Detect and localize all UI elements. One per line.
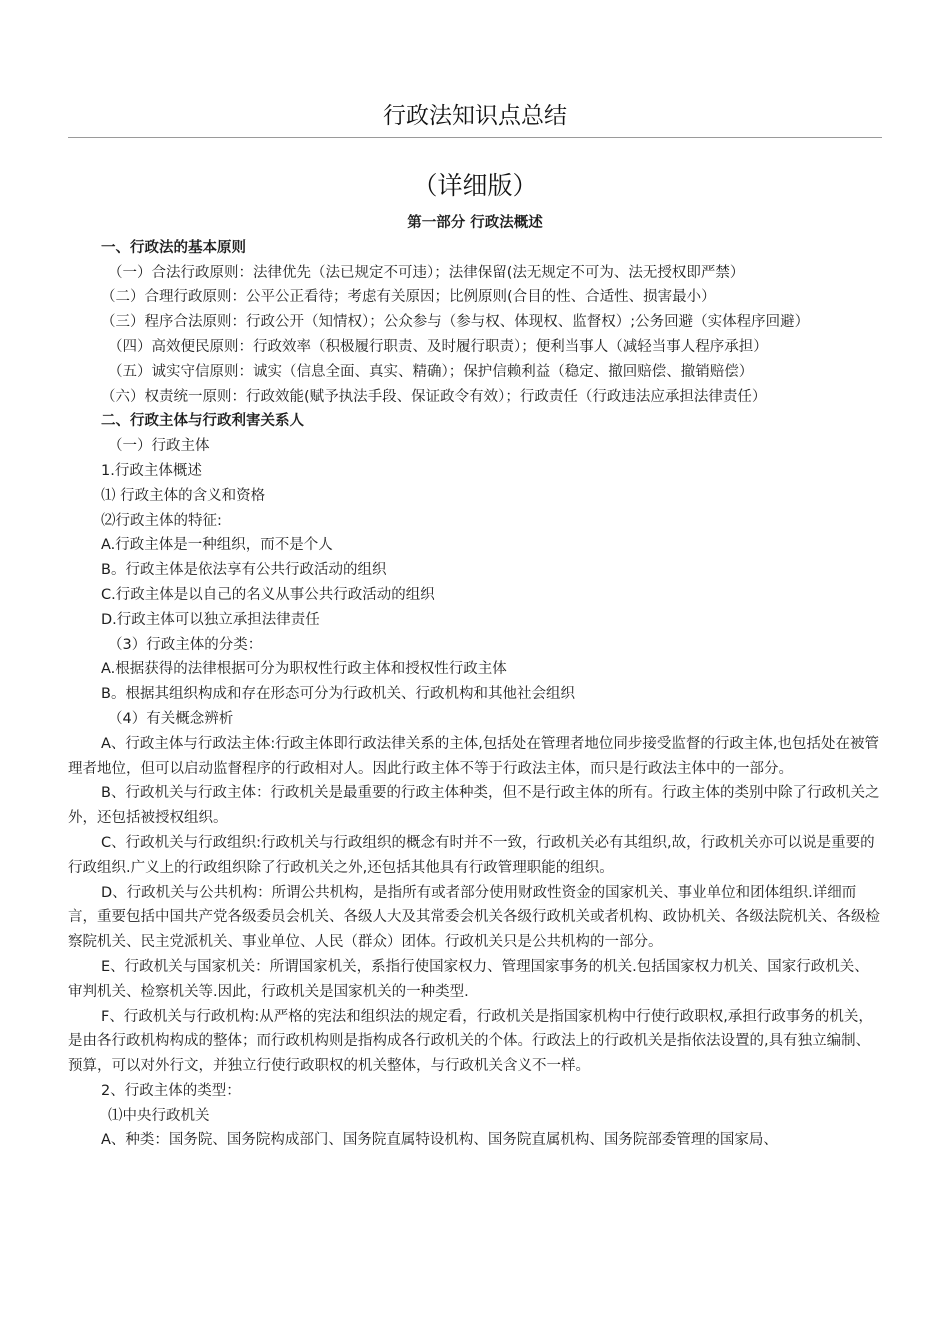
paragraph: （3）行政主体的分类： [108,636,263,653]
paragraph: （一）行政主体 [108,438,210,455]
paragraph: （一）合法行政原则：法律优先（法已规定不可违）；法律保留(法无规定不可为、法无授权即严禁） [108,264,745,281]
paragraph: F、行政机关与行政机构:从严格的宪法和组织法的规定看，行政机关是指国家机构中行使行政职权,承担行政事务的机关，是由各行政机构构成的整体；而行政机构则是指构成各行政机关的个体。行政法上的行政机关是指依法设置的,具有独立编制、预算，可以对外行文，并独立行使行政职权的机关整体，与行政机关含义不一样。 [68,1008,873,1075]
title-divider [68,137,882,138]
paragraph: ⑴中央行政机关 [108,1107,210,1124]
document-title: 行政法知识点总结 [383,103,567,129]
paragraph: B、行政机关与行政主体：行政机关是最重要的行政主体种类，但不是行政主体的所有。行政主体的类别中除了行政机关之外，还包括被授权组织。 [68,785,880,827]
paragraph: ⑵行政主体的特征: [101,512,222,529]
part-heading: 第一部分 行政法概述 [407,215,543,231]
paragraph: D.行政主体可以独立承担法律责任 [101,611,320,628]
paragraph: B。根据其组织构成和存在形态可分为行政机关、行政机构和其他社会组织 [101,686,575,703]
document-body [68,211,882,1153]
paragraph: A.根据获得的法律根据可分为职权性行政主体和授权性行政主体 [101,661,507,678]
paragraph: ⑴ 行政主体的含义和资格 [101,487,266,504]
paragraph: C.行政主体是以自己的名义从事公共行政活动的组织 [101,586,435,603]
paragraph: 2、行政主体的类型： [101,1082,241,1099]
paragraph: 1.行政主体概述 [101,462,202,479]
paragraph: （五）诚实守信原则：诚实（信息全面、真实、精确）；保护信赖利益（稳定、撤回赔偿、撤销赔偿） [108,363,754,380]
paragraph: （六）权责统一原则：行政效能(赋予执法手段、保证政令有效）；行政责任（行政违法应承担法律责任） [101,388,767,405]
paragraph: A、行政主体与行政法主体:行政主体即行政法律关系的主体,包括处在管理者地位同步接受监督的行政主体,也包括处在被管理者地位，但可以启动监督程序的行政相对人。因此行政主体不等于行政法主体，而只是行政法主体中的一部分。 [68,735,880,777]
paragraph: （4）有关概念辨析 [108,710,234,727]
paragraph: D、行政机关与公共机构：所谓公共机构，是指所有或者部分使用财政性资金的国家机关、事业单位和团体组织.详细而言，重要包括中国共产党各级委员会机关、各级人大及其常委会机关各级行政机关或者机构、政协机关、各级法院机关、各级检察院机关、民主党派机关、事业单位、人民（群众）团体。行政机关只是公共机构的一部分。 [68,884,880,951]
paragraph: A、种类：国务院、国务院构成部门、国务院直属特设机构、国务院直属机构、国务院部委管理的国家局、 [101,1132,778,1149]
paragraph: E、行政机关与国家机关：所谓国家机关，系指行使国家权力、管理国家事务的机关.包括国家权力机关、国家行政机关、审判机关、检察机关等.因此，行政机关是国家机关的一种类型. [68,958,869,1000]
paragraph: （二）合理行政原则：公平公正看待；考虑有关原因；比例原则(合目的性、合适性、损害最小） [101,289,716,306]
paragraph: A.行政主体是一种组织，而不是个人 [101,537,333,554]
paragraph: 二、行政主体与行政利害关系人 [101,413,304,430]
paragraph: （四）高效便民原则：行政效率（积极履行职责、及时履行职责）；便利当事人（减轻当事人程序承担） [108,338,768,355]
document-subtitle: （详细版） [412,171,538,200]
paragraph: C、行政机关与行政组织:行政机关与行政组织的概念有时并不一致，行政机关必有其组织,故，行政机关亦可以说是重要的行政组织.广义上的行政组织除了行政机关之外,还包括其他具有行政管理职能的组织。 [68,834,875,876]
paragraph: （三）程序合法原则：行政公开（知情权）；公众参与（参与权、体现权、监督权）;公务回避（实体程序回避） [101,314,810,331]
paragraph: 一、行政法的基本原则 [101,239,246,256]
paragraph: B。行政主体是依法享有公共行政活动的组织 [101,562,387,579]
